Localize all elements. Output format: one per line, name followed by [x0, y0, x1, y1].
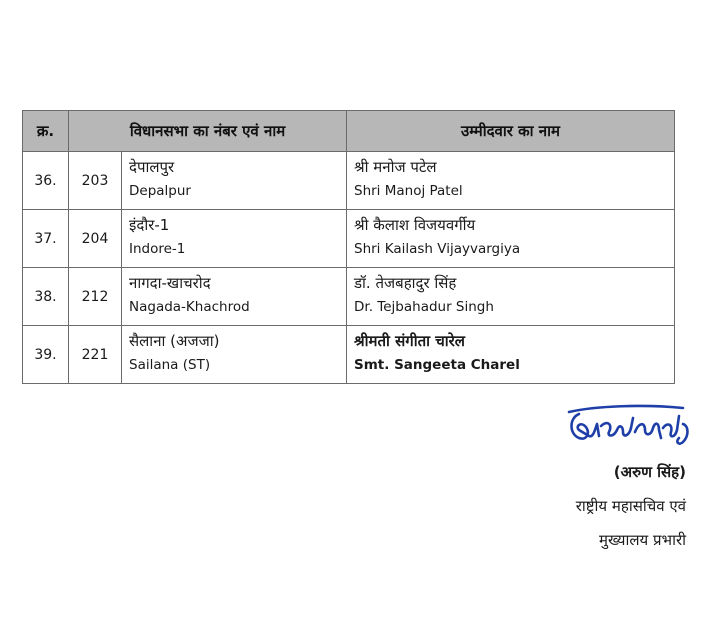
header-constituency: विधानसभा का नंबर एवं नाम	[69, 111, 347, 152]
cell-constituency-name	[122, 152, 347, 210]
cell-serial: 37.	[23, 210, 69, 268]
table-header-row	[23, 111, 675, 152]
candidate-name-hindi: श्री कैलाश विजयवर्गीय	[354, 216, 476, 235]
signature-stroke	[601, 418, 633, 436]
signature-stroke	[569, 406, 683, 412]
cell-serial: 39.	[23, 326, 69, 384]
constituency-name-hindi: सैलाना (अजजा)	[129, 332, 220, 351]
constituency-name-english: Sailana (ST)	[129, 357, 211, 374]
candidate-name-hindi: श्री मनोज पटेल	[354, 158, 437, 177]
cell-constituency-number: 221	[69, 326, 122, 384]
table-row	[23, 326, 675, 384]
candidate-name-english: Dr. Tejbahadur Singh	[354, 299, 494, 316]
cell-candidate-name	[347, 326, 675, 384]
cell-constituency-number: 203	[69, 152, 122, 210]
table-row	[23, 152, 675, 210]
cell-candidate-name	[347, 210, 675, 268]
constituency-name-english: Depalpur	[129, 183, 191, 200]
cell-candidate-name	[347, 268, 675, 326]
candidate-list-table	[22, 110, 675, 384]
constituency-name-english: Indore-1	[129, 241, 186, 258]
candidate-name-hindi: श्रीमती संगीता चारेल	[354, 332, 465, 351]
signatory-designation-line2: मुख्यालय प्रभारी	[599, 531, 686, 549]
table-row	[23, 268, 675, 326]
table-row	[23, 210, 675, 268]
constituency-name-hindi: नागदा-खाचरोद	[129, 274, 211, 293]
signature-stroke	[572, 414, 600, 439]
header-serial: क्र.	[23, 111, 69, 152]
cell-serial: 38.	[23, 268, 69, 326]
cell-serial: 36.	[23, 152, 69, 210]
candidate-name-hindi: डॉ. तेजबहादुर सिंह	[354, 274, 457, 293]
constituency-name-english: Nagada-Khachrod	[129, 299, 250, 316]
candidate-name-english: Smt. Sangeeta Charel	[354, 357, 520, 374]
cell-constituency-number: 212	[69, 268, 122, 326]
constituency-name-hindi: इंदौर-1	[129, 216, 170, 235]
signature-stroke	[663, 416, 679, 436]
candidate-name-english: Shri Manoj Patel	[354, 183, 463, 200]
candidate-name-english: Shri Kailash Vijayvargiya	[354, 241, 521, 258]
signature-stroke	[677, 424, 687, 444]
signatory-name: (अरुण सिंह)	[613, 463, 686, 481]
signature-stroke	[635, 424, 661, 438]
constituency-name-hindi: देपालपुर	[129, 158, 175, 177]
signatory-designation: राष्ट्रीय महासचिव एवं	[575, 497, 686, 515]
cell-constituency-name	[122, 210, 347, 268]
header-candidate: उम्मीदवार का नाम	[347, 111, 675, 152]
handwritten-signature	[565, 400, 695, 455]
cell-constituency-number: 204	[69, 210, 122, 268]
cell-constituency-name	[122, 326, 347, 384]
cell-constituency-name	[122, 268, 347, 326]
cell-candidate-name	[347, 152, 675, 210]
